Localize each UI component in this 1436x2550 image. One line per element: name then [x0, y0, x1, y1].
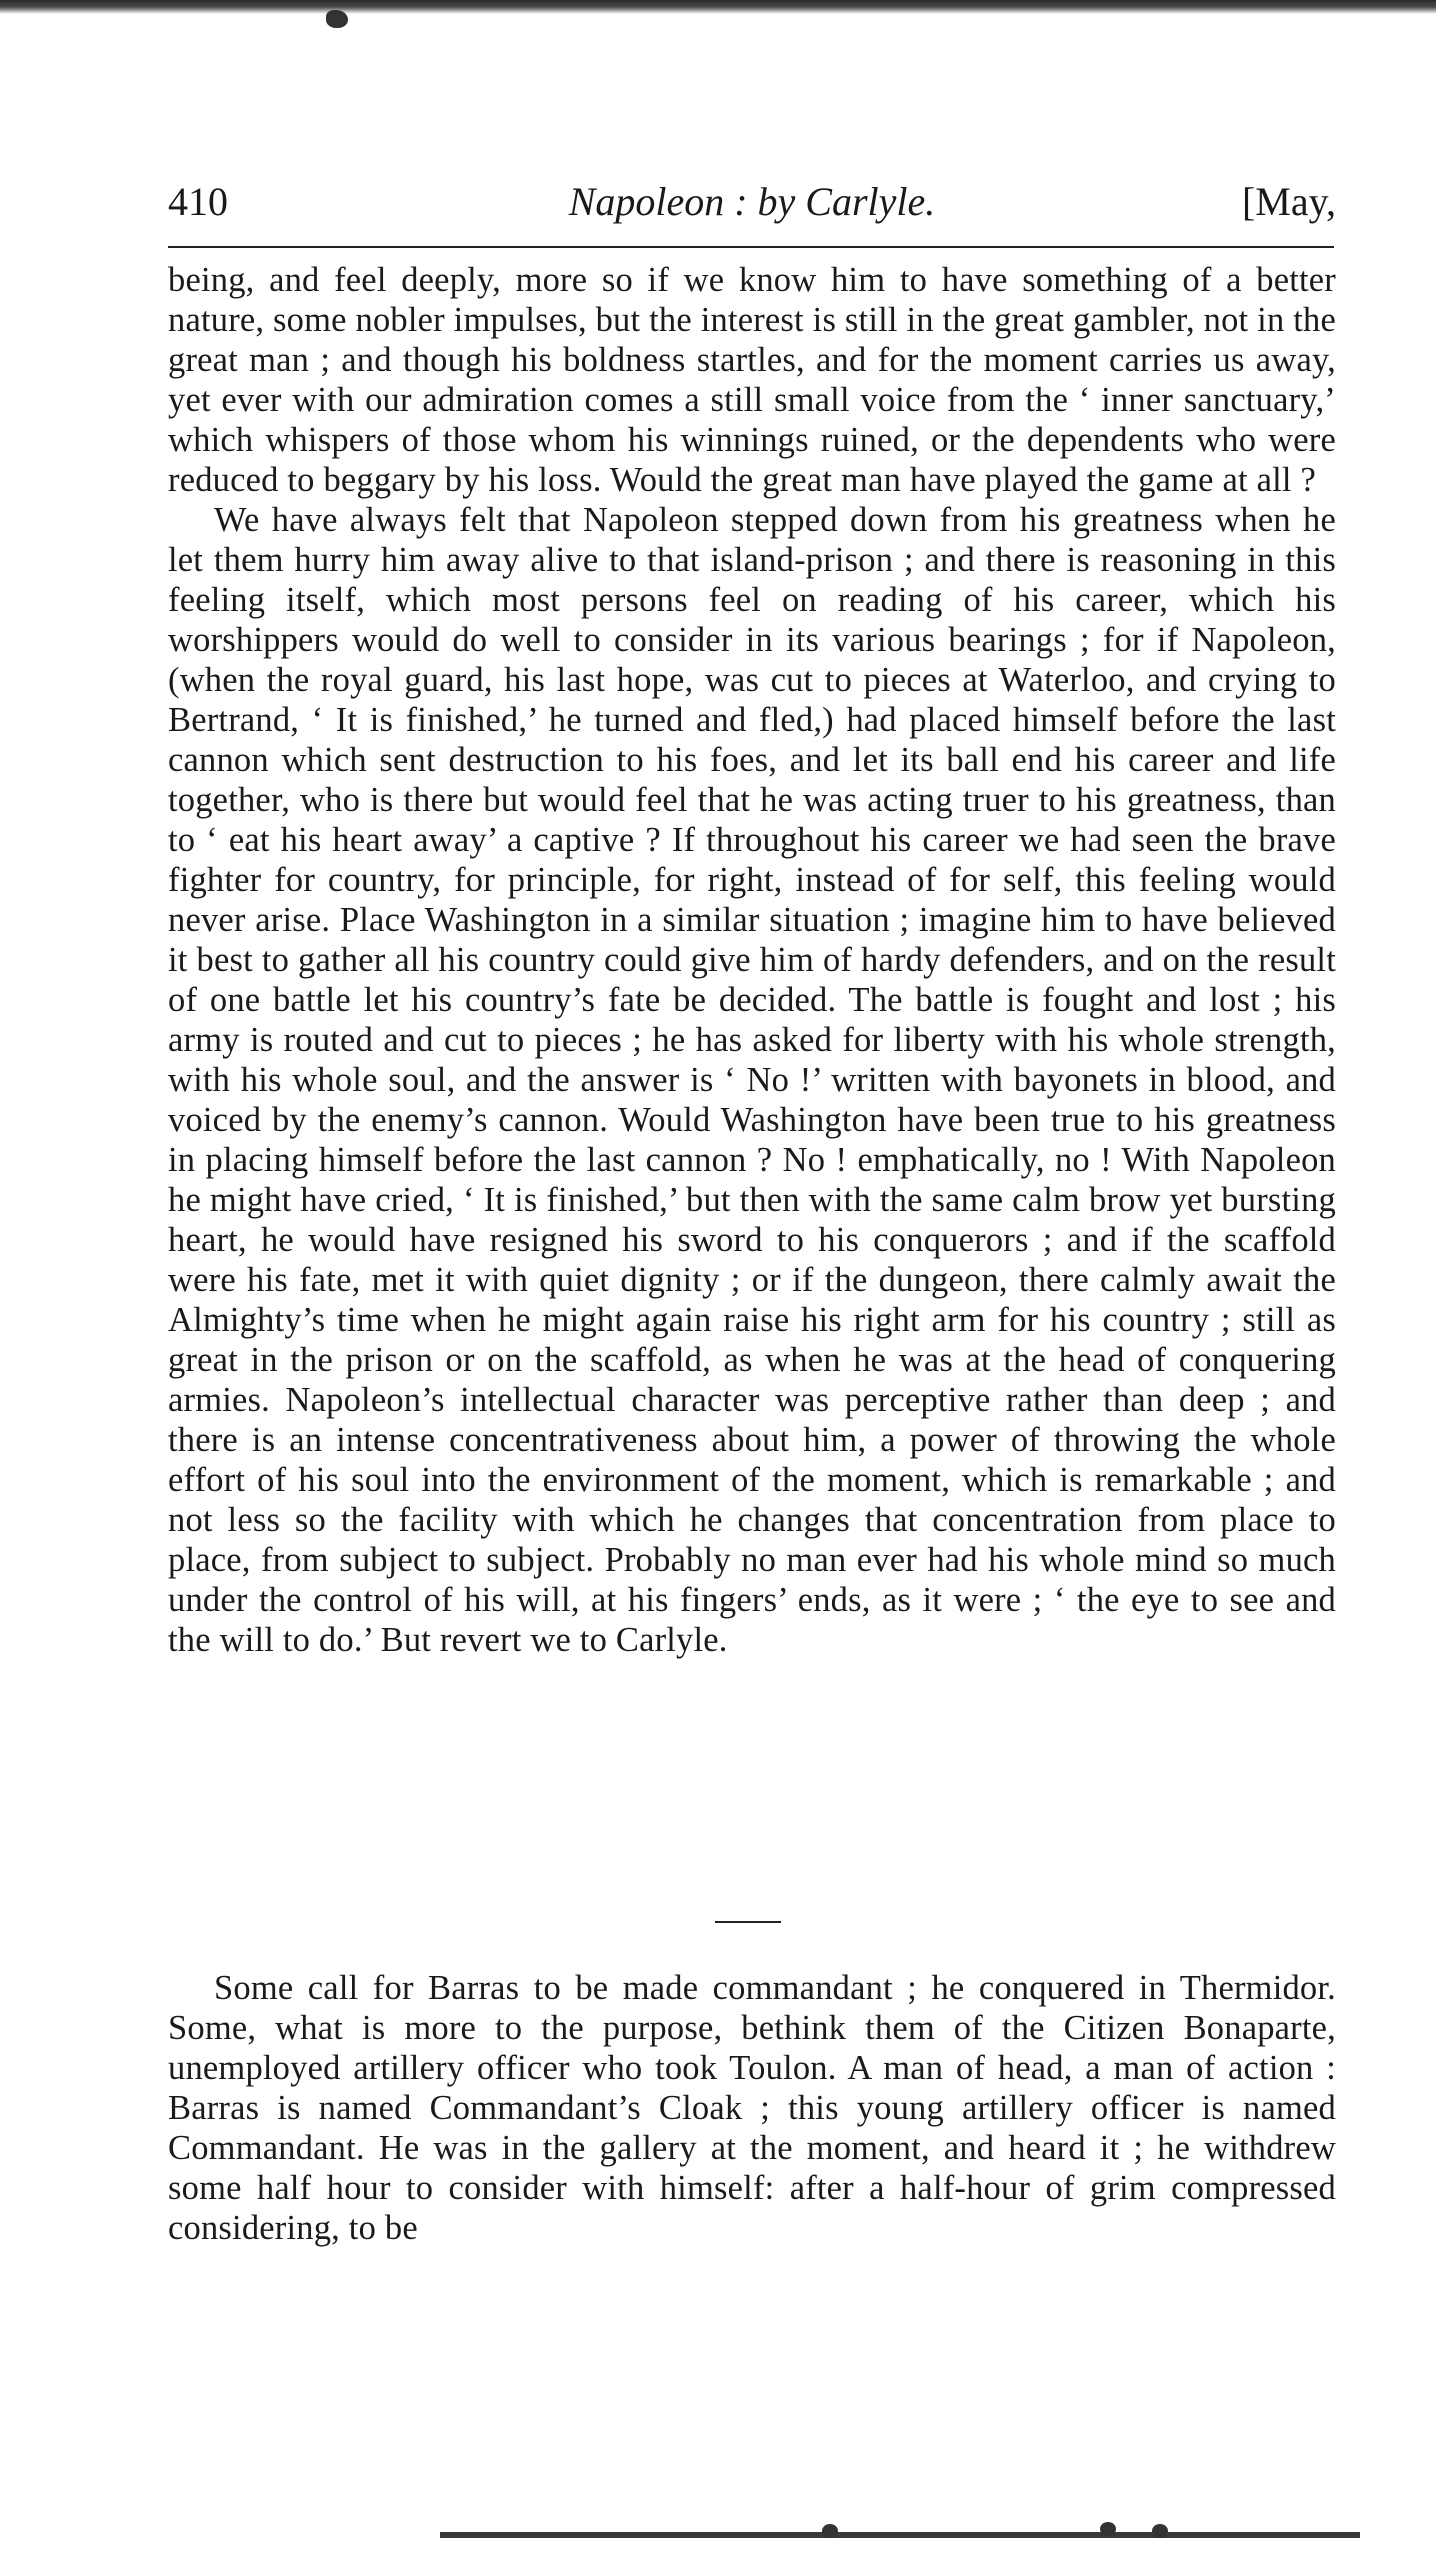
page-top-edge [0, 0, 1436, 14]
section-divider [715, 1921, 781, 1923]
text-block-quote [168, 1968, 1336, 2248]
running-title: Napoleon : by Carlyle. [568, 179, 936, 224]
paragraph-barras: Some call for Barras to be made commandant ; he conquered in Thermidor. Some, what is more to the purpose, bethink them of the Citizen Bonaparte, unemployed artillery officer who took Toulon. A man of head, a man of action : Barras is named Commandant’s Cloak ; this young artillery officer is named Commandant. He was in the gallery at the moment, and heard it ; he withdrew some half hour to consider with himself: after a half-hour of grim compressed considering, to be [168, 1969, 1336, 2247]
page-header [168, 178, 1336, 228]
ink-speck [326, 10, 348, 28]
page-bottom-edge [440, 2532, 1360, 2538]
paragraph-continuation: being, and feel deeply, more so if we know him to have something of a better nature, some nobler impulses, but the interest is still in the great gambler, not in the great man ; and though his boldness startles, and for the moment carries us away, yet ever with our admiration comes a still small voice from the ‘ inner sanctuary,’ which whispers of those whom his winnings ruined, or the dependents who were reduced to beggary by his loss. Would the great man have played the game at all ? [168, 261, 1336, 499]
paragraph-washington: We have always felt that Napoleon stepped down from his greatness when he let them hurry him away alive to that island-prison ; and there is reasoning in this feeling itself, which most persons feel on reading of his career, which his worshippers would do well to consider in its various bearings ; for if Napoleon, (when the royal guard, his last hope, was cut to pieces at Waterloo, and crying to Bertrand, ‘ It is finished,’ he turned and fled,) had placed himself before the last cannon which sent destruction to his foes, and let its ball end his career and life together, who is there but would feel that he was acting truer to his greatness, than to ‘ eat his heart away’ a captive ? If throughout his career we had seen the brave fighter for country, for principle, for right, instead of for self, this feeling would never arise. Place Washington in a similar situation ; imagine him to have believed it best to gather all his country could give him of hardy defenders, and on the result of one battle let his country’s fate be decided. The battle is fought and lost ; his army is routed and cut to pieces ; he has asked for liberty with his whole strength, with his whole soul, and the answer is ‘ No !’ written with bayonets in blood, and voiced by the enemy’s cannon. Would Washington have been true to his greatness in placing himself before the last cannon ? No ! emphatically, no ! With Napoleon he might have cried, ‘ It is finished,’ but then with the same calm brow yet bursting heart, he would have resigned his sword to his conquerors ; and if the scaffold were his fate, met it with quiet dignity ; or if the dungeon, there calmly await the Almighty’s time when he might again raise his right arm for his country ; still as great in the prison or on the scaffold, as when he was at the head of conquering armies. Napoleon’s intellectual character was perceptive rather than deep ; and there is an intense concentrativeness about him, a power of throwing the whole effort of his soul into the environment of the moment, which is remarkable ; and not less so the facility with which he changes that concentration from place to place, from subject to subject. Probably no man ever had his whole mind so much under the control of his will, at his fingers’ ends, as it were ; ‘ the eye to see and the will to do.’ But revert we to Carlyle. [168, 501, 1336, 1659]
page-number: 410 [168, 179, 228, 224]
header-month: [May, [1241, 179, 1336, 224]
ink-speck [1152, 2524, 1168, 2538]
header-rule [168, 246, 1334, 248]
text-block-main [168, 260, 1336, 1660]
ink-speck [1100, 2522, 1116, 2536]
ink-speck [822, 2524, 838, 2538]
